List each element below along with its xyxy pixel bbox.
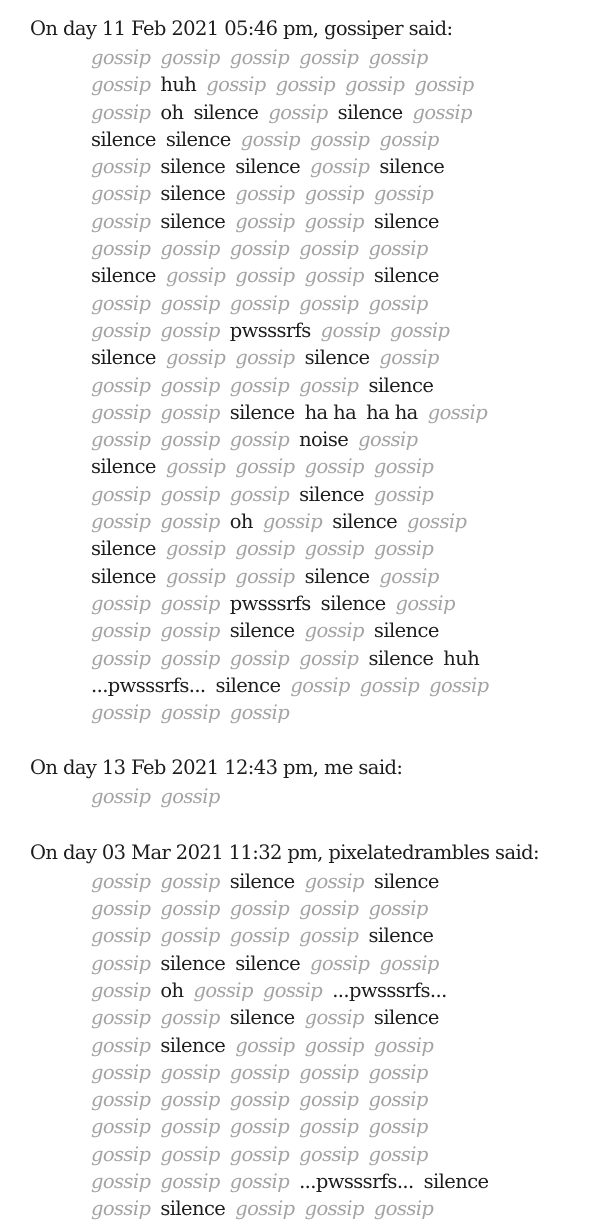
spoken-word: silence (299, 482, 364, 506)
gossip-word: gossip (91, 701, 151, 725)
comment-line (91, 672, 601, 699)
gossip-word: gossip (229, 291, 290, 315)
gossip-word: gossip (91, 1169, 151, 1193)
gossip-word: gossip (304, 209, 364, 233)
gossip-word: gossip (304, 619, 364, 643)
gossip-word: gossip (229, 646, 290, 670)
spoken-word: silence (235, 155, 301, 179)
spoken-word: silence (373, 264, 439, 288)
spoken-word: silence (160, 1033, 226, 1057)
gossip-word: gossip (160, 924, 220, 948)
spoken-word: silence (229, 1006, 295, 1030)
gossip-word: gossip (299, 646, 359, 670)
gossip-word: gossip (91, 785, 151, 809)
comment-line (91, 950, 601, 977)
comment-line (91, 783, 601, 810)
gossip-word: gossip (229, 237, 290, 261)
gossip-word: gossip (160, 897, 220, 921)
gossip-word: gossip (91, 155, 151, 179)
spoken-word: oh (160, 100, 184, 124)
gossip-word: gossip (91, 1115, 151, 1139)
spoken-word: ha ha (366, 400, 418, 424)
gossip-word: gossip (160, 373, 220, 397)
gossip-word: gossip (395, 591, 455, 615)
spoken-word: silence (332, 510, 398, 534)
comment-line (91, 126, 601, 153)
gossip-word: gossip (299, 46, 359, 69)
gossip-word: gossip (160, 291, 220, 315)
comment-line (91, 1195, 601, 1222)
spoken-word: silence (229, 619, 295, 643)
gossip-word: gossip (91, 510, 151, 534)
gossip-word: gossip (160, 646, 220, 670)
comment-line (91, 645, 601, 672)
gossip-word: gossip (368, 1060, 428, 1084)
spoken-word: silence (373, 209, 439, 233)
gossip-word: gossip (229, 1088, 290, 1112)
gossip-word: gossip (235, 455, 295, 479)
gossip-word: gossip (165, 264, 226, 288)
gossip-word: gossip (390, 318, 450, 342)
comment-line (91, 344, 601, 371)
comment-header: On day 03 Mar 2021 11:32 pm, pixelatedrambles said: (30, 840, 539, 864)
gossip-word: gossip (290, 673, 350, 697)
comment-line (91, 153, 601, 180)
spoken-word: ...pwsssrfs... (332, 978, 447, 1002)
gossip-word: gossip (160, 318, 220, 342)
gossip-word: gossip (160, 1060, 220, 1084)
spoken-word: silence (373, 1006, 439, 1030)
gossip-word: gossip (91, 869, 151, 893)
comment-line (91, 71, 601, 98)
gossip-word: gossip (358, 428, 418, 452)
gossip-word: gossip (299, 1115, 359, 1139)
gossip-word: gossip (229, 46, 290, 69)
gossip-word: gossip (379, 564, 439, 588)
gossip-word: gossip (206, 73, 266, 97)
gossip-word: gossip (165, 346, 226, 370)
comment-line (91, 590, 601, 617)
spoken-word: silence (215, 673, 281, 697)
comment-line (91, 699, 601, 726)
gossip-word: gossip (320, 318, 381, 342)
gossip-word: gossip (91, 1088, 151, 1112)
gossip-word: gossip (160, 591, 220, 615)
comment (30, 14, 601, 726)
spoken-word: silence (91, 346, 156, 370)
gossip-word: gossip (229, 1060, 290, 1084)
gossip-word: gossip (229, 924, 290, 948)
spoken-word: silence (91, 455, 156, 479)
gossip-word: gossip (229, 482, 290, 506)
gossip-word: gossip (165, 455, 226, 479)
spoken-word: silence (368, 646, 434, 670)
gossip-word: gossip (368, 46, 428, 69)
spoken-word: silence (373, 619, 439, 643)
gossip-word: gossip (427, 400, 488, 424)
comment-line (91, 535, 601, 562)
comment-body (30, 44, 601, 726)
gossip-word: gossip (160, 869, 220, 893)
gossip-word: gossip (91, 951, 151, 975)
gossip-word: gossip (262, 978, 323, 1002)
gossip-word: gossip (165, 564, 226, 588)
gossip-word: gossip (160, 1169, 220, 1193)
gossip-word: gossip (379, 127, 439, 151)
gossip-word: gossip (160, 1142, 220, 1166)
gossip-word: gossip (275, 73, 335, 97)
gossip-word: gossip (299, 1142, 359, 1166)
spoken-word: silence (379, 155, 445, 179)
comment-line (91, 1086, 601, 1113)
comment-line (91, 399, 601, 426)
spoken-word: oh (229, 510, 253, 534)
gossip-word: gossip (304, 182, 364, 206)
comment-header: On day 13 Feb 2021 12:43 pm, me said: (30, 756, 403, 780)
comment-line (91, 868, 601, 895)
gossip-word: gossip (91, 182, 151, 206)
gossip-word: gossip (304, 264, 364, 288)
comment-header: On day 11 Feb 2021 05:46 pm, gossiper said: (30, 17, 453, 40)
gossip-word: gossip (429, 673, 489, 697)
gossip-word: gossip (310, 127, 370, 151)
gossip-word: gossip (91, 100, 151, 124)
gossip-word: gossip (235, 1197, 295, 1221)
gossip-word: gossip (235, 1033, 295, 1057)
gossip-word: gossip (235, 564, 295, 588)
comment-line (91, 1004, 601, 1031)
gossip-word: gossip (373, 455, 434, 479)
gossip-word: gossip (229, 1115, 290, 1139)
comment (30, 753, 601, 810)
gossip-word: gossip (299, 924, 359, 948)
comment-body (30, 783, 601, 810)
comment-line (91, 208, 601, 235)
gossip-word: gossip (160, 46, 220, 69)
gossip-word: gossip (344, 73, 405, 97)
spoken-word: silence (91, 264, 156, 288)
comment-line (91, 1032, 601, 1059)
gossip-word: gossip (379, 951, 439, 975)
gossip-word: gossip (160, 237, 220, 261)
spoken-word: silence (320, 591, 386, 615)
spoken-word: noise (299, 428, 349, 452)
spoken-word: silence (91, 127, 156, 151)
gossip-word: gossip (91, 978, 151, 1002)
gossip-word: gossip (299, 373, 359, 397)
comment-line (91, 426, 601, 453)
comment-line (91, 44, 601, 71)
comment-line (91, 1059, 601, 1086)
comment-line (91, 508, 601, 535)
comment-line (91, 1168, 601, 1195)
gossip-word: gossip (160, 701, 220, 725)
spoken-word: silence (160, 182, 226, 206)
gossip-word: gossip (373, 1197, 434, 1221)
gossip-word: gossip (91, 73, 151, 97)
gossip-word: gossip (310, 951, 370, 975)
gossip-word: gossip (229, 373, 290, 397)
spoken-word: silence (193, 100, 259, 124)
gossip-word: gossip (304, 1033, 364, 1057)
gossip-word: gossip (160, 482, 220, 506)
spoken-word: silence (160, 951, 226, 975)
gossip-word: gossip (160, 428, 220, 452)
gossip-word: gossip (229, 1169, 290, 1193)
gossip-word: gossip (91, 237, 151, 261)
spoken-word: silence (304, 346, 370, 370)
gossip-word: gossip (229, 701, 290, 725)
gossip-word: gossip (91, 482, 151, 506)
comment-line (91, 563, 601, 590)
gossip-word: gossip (235, 209, 295, 233)
gossip-word: gossip (193, 978, 253, 1002)
spoken-word: huh (443, 646, 480, 670)
gossip-word: gossip (379, 346, 439, 370)
gossip-word: gossip (91, 924, 151, 948)
comment-line (91, 262, 601, 289)
spoken-word: ...pwsssrfs... (299, 1169, 414, 1193)
gossip-word: gossip (91, 1197, 151, 1221)
gossip-word: gossip (304, 455, 364, 479)
gossip-word: gossip (368, 897, 428, 921)
gossip-word: gossip (91, 291, 151, 315)
gossip-word: gossip (165, 537, 226, 561)
comment-line (91, 481, 601, 508)
gossip-word: gossip (304, 1006, 364, 1030)
comment-body (30, 868, 601, 1223)
gossip-word: gossip (304, 537, 364, 561)
gossip-word: gossip (91, 209, 151, 233)
gossip-word: gossip (310, 155, 370, 179)
comment-line (91, 99, 601, 126)
spoken-word: silence (235, 951, 301, 975)
gossip-word: gossip (229, 1142, 290, 1166)
spoken-word: silence (304, 564, 370, 588)
comment-line (91, 235, 601, 262)
comment-line (91, 1141, 601, 1168)
gossip-word: gossip (373, 182, 434, 206)
gossip-word: gossip (299, 1088, 359, 1112)
spoken-word: silence (423, 1169, 489, 1193)
gossip-word: gossip (160, 785, 220, 809)
gossip-word: gossip (91, 1006, 151, 1030)
gossip-word: gossip (91, 318, 151, 342)
gossip-word: gossip (368, 1142, 428, 1166)
spoken-word: silence (229, 400, 295, 424)
gossip-word: gossip (240, 127, 301, 151)
gossip-word: gossip (373, 482, 434, 506)
spoken-word: silence (165, 127, 231, 151)
spoken-word: silence (229, 869, 295, 893)
gossip-word: gossip (368, 1088, 428, 1112)
comment-line (91, 922, 601, 949)
gossip-word: gossip (91, 1033, 151, 1057)
gossip-word: gossip (91, 897, 151, 921)
spoken-word: ha ha (304, 400, 357, 424)
gossip-word: gossip (373, 537, 434, 561)
gossip-word: gossip (299, 237, 359, 261)
gossip-word: gossip (368, 1115, 428, 1139)
gossip-word: gossip (160, 1088, 220, 1112)
spoken-word: silence (160, 155, 226, 179)
gossip-word: gossip (160, 1115, 220, 1139)
gossip-word: gossip (229, 428, 290, 452)
comment-line (91, 617, 601, 644)
gossip-word: gossip (235, 346, 295, 370)
gossip-word: gossip (91, 400, 151, 424)
gossip-word: gossip (412, 100, 472, 124)
gossip-word: gossip (229, 897, 290, 921)
gossip-word: gossip (91, 1142, 151, 1166)
spoken-word: silence (160, 209, 226, 233)
gossip-word: gossip (91, 646, 151, 670)
spoken-word: silence (373, 869, 439, 893)
comment-line (91, 977, 601, 1004)
gossip-word: gossip (373, 1033, 434, 1057)
gossip-word: gossip (235, 264, 295, 288)
gossip-word: gossip (268, 100, 328, 124)
spoken-word: silence (91, 537, 156, 561)
spoken-word: silence (368, 924, 434, 948)
comment-line (91, 1113, 601, 1140)
spoken-word: silence (368, 373, 434, 397)
gossip-word: gossip (299, 897, 359, 921)
spoken-word: silence (91, 564, 156, 588)
spoken-word: huh (160, 73, 197, 97)
gossip-word: gossip (235, 182, 295, 206)
gossip-word: gossip (160, 510, 220, 534)
gossip-word: gossip (299, 291, 359, 315)
gossip-word: gossip (91, 1060, 151, 1084)
gossip-word: gossip (91, 428, 151, 452)
gossip-word: gossip (299, 1060, 359, 1084)
comment-line (91, 895, 601, 922)
gossip-word: gossip (304, 1197, 364, 1221)
gossip-word: gossip (91, 591, 151, 615)
gossip-word: gossip (368, 237, 428, 261)
gossip-word: gossip (368, 291, 428, 315)
gossip-word: gossip (407, 510, 467, 534)
gossip-word: gossip (359, 673, 420, 697)
spoken-word: silence (337, 100, 403, 124)
spoken-word: pwsssrfs (229, 318, 311, 342)
gossip-word: gossip (91, 619, 151, 643)
gossip-word: gossip (235, 537, 295, 561)
gossip-word: gossip (304, 869, 364, 893)
spoken-word: ...pwsssrfs... (91, 673, 206, 697)
spoken-word: silence (160, 1197, 226, 1221)
gossip-word: gossip (91, 46, 151, 69)
spoken-word: pwsssrfs (229, 591, 311, 615)
gossip-word: gossip (160, 1006, 220, 1030)
comment-line (91, 317, 601, 344)
gossip-word: gossip (160, 619, 220, 643)
comment-line (91, 180, 601, 207)
comment-line (91, 372, 601, 399)
gossip-word: gossip (91, 373, 151, 397)
comment-line (91, 453, 601, 480)
gossip-word: gossip (414, 73, 474, 97)
comment-line (91, 290, 601, 317)
gossip-word: gossip (262, 510, 323, 534)
comment (30, 838, 601, 1223)
spoken-word: oh (160, 978, 184, 1002)
gossip-word: gossip (160, 400, 220, 424)
